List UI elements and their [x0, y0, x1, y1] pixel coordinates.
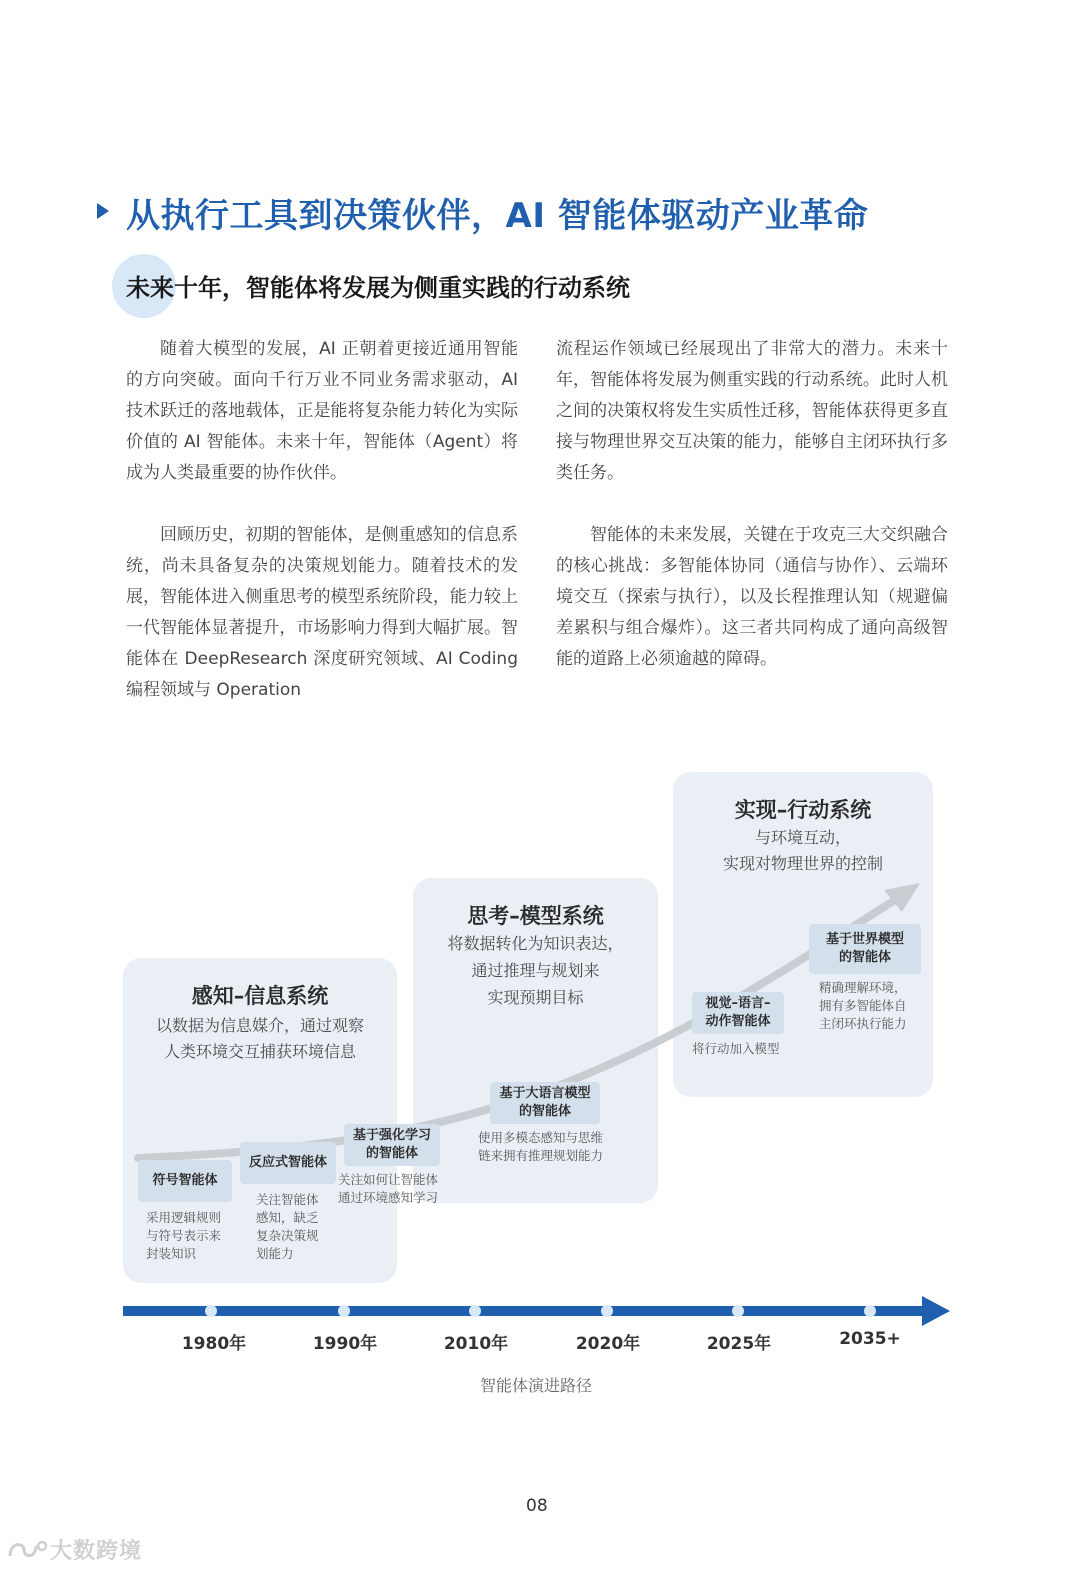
timeline-dot	[469, 1305, 481, 1317]
node-desc-line: 封装知识	[146, 1246, 197, 1261]
timeline-dot	[205, 1305, 217, 1317]
timeline-dot	[732, 1305, 744, 1317]
watermark-logo-icon	[6, 1536, 50, 1564]
watermark	[6, 1534, 142, 1565]
node-desc-line: 通过环境感知学习	[338, 1190, 439, 1205]
node-desc-line: 与符号表示来	[146, 1228, 222, 1243]
node-label: 基于大语言模型	[499, 1086, 591, 1101]
year-label: 2020年	[575, 1334, 641, 1354]
node-desc-line: 复杂决策规	[256, 1228, 319, 1243]
panel-title: 感知–信息系统	[191, 984, 329, 1008]
year-label: 1990年	[312, 1334, 378, 1354]
node-desc-line: 将行动加入模型	[692, 1041, 780, 1056]
section-subtitle: 未来十年，智能体将发展为侧重实践的行动系统	[126, 274, 630, 302]
page-number: 08	[526, 1496, 548, 1516]
paragraph-right-2: 智能体的未来发展，关键在于攻克三大交织融合的核心挑战：多智能体协同（通信与协作）、云端环境交互（探索与执行），以及长程推理认知（规避偏差累积与组合爆炸）。这三者共同构成了通向高级智能的道路上必须逾越的障碍。	[556, 525, 948, 669]
year-label: 1980年	[181, 1334, 247, 1354]
timeline-bar	[123, 1306, 928, 1316]
paragraph-left-2: 回顾历史，初期的智能体，是侧重感知的信息系统，尚未具备复杂的决策规划能力。随着技术的发展，智能体进入侧重思考的模型系统阶段，能力较上一代智能体显著提升，市场影响力得到大幅扩展。智能体在 DeepResearch 深度研究领域、AI Coding 编程领域与 Operation	[126, 525, 518, 700]
node-label: 视觉–语言–	[705, 996, 771, 1011]
node-desc-line: 关注如何让智能体	[338, 1172, 439, 1187]
paragraph-left-1: 随着大模型的发展，AI 正朝着更接近通用智能的方向突破。面向千行万业不同业务需求驱动，AI 技术跃迁的落地载体，正是能将复杂能力转化为实际价值的 AI 智能体。未来十年，智能体（Agent）将成为人类最重要的协作伙伴。	[126, 339, 518, 483]
node-desc-line: 主闭环执行能力	[819, 1016, 907, 1031]
panel-description: 以数据为信息媒介，通过观察	[155, 1016, 364, 1035]
node-desc-line: 使用多模态感知与思维	[478, 1130, 604, 1145]
paragraph-right-1: 流程运作领域已经展现出了非常大的潜力。未来十年，智能体将发展为侧重实践的行动系统。此时人机之间的决策权将发生实质性迁移，智能体获得更多直接与物理世界交互决策的能力，能够自主闭环执行多类任务。	[556, 339, 948, 483]
diagram-caption: 智能体演进路径	[479, 1376, 592, 1395]
year-label: 2010年	[443, 1334, 509, 1354]
panel-description: 通过推理与规划来	[471, 961, 600, 980]
node-desc-line: 感知，缺乏	[256, 1210, 319, 1225]
watermark-text: 大数跨境	[50, 1539, 143, 1564]
node-label: 的智能体	[518, 1104, 571, 1119]
panel-description: 将数据转化为知识表达，	[447, 934, 624, 953]
timeline-dot	[601, 1305, 613, 1317]
node-label: 基于强化学习	[352, 1128, 431, 1143]
node-label: 基于世界模型	[825, 932, 904, 947]
panel-title: 实现–行动系统	[734, 798, 872, 822]
node-label: 反应式智能体	[248, 1155, 327, 1170]
page-title: 从执行工具到决策伙伴，AI 智能体驱动产业革命	[126, 196, 869, 236]
panel-description: 人类环境交互捕获环境信息	[163, 1042, 356, 1061]
node-desc-line: 拥有多智能体自	[819, 998, 907, 1013]
node-desc-line: 关注智能体	[256, 1192, 319, 1207]
node-desc-line: 链来拥有推理规划能力	[478, 1148, 604, 1163]
node-label: 的智能体	[838, 950, 891, 965]
year-label: 2025年	[706, 1334, 772, 1354]
node-desc-line: 精确理解环境，	[819, 980, 907, 995]
node-label: 符号智能体	[152, 1173, 218, 1188]
panel-description: 与环境互动，	[754, 828, 851, 847]
node-label: 的智能体	[365, 1146, 418, 1161]
node-label: 动作智能体	[705, 1014, 771, 1029]
timeline-dot	[864, 1305, 876, 1317]
panel-description: 实现预期目标	[487, 988, 584, 1007]
node-desc-line: 划能力	[256, 1246, 294, 1261]
timeline-arrow-icon	[922, 1296, 950, 1326]
timeline-dot	[338, 1305, 350, 1317]
year-label: 2035+	[839, 1329, 901, 1349]
panel-title: 思考–模型系统	[467, 904, 604, 928]
node-desc-line: 采用逻辑规则	[146, 1210, 222, 1225]
panel-description: 实现对物理世界的控制	[722, 854, 883, 873]
